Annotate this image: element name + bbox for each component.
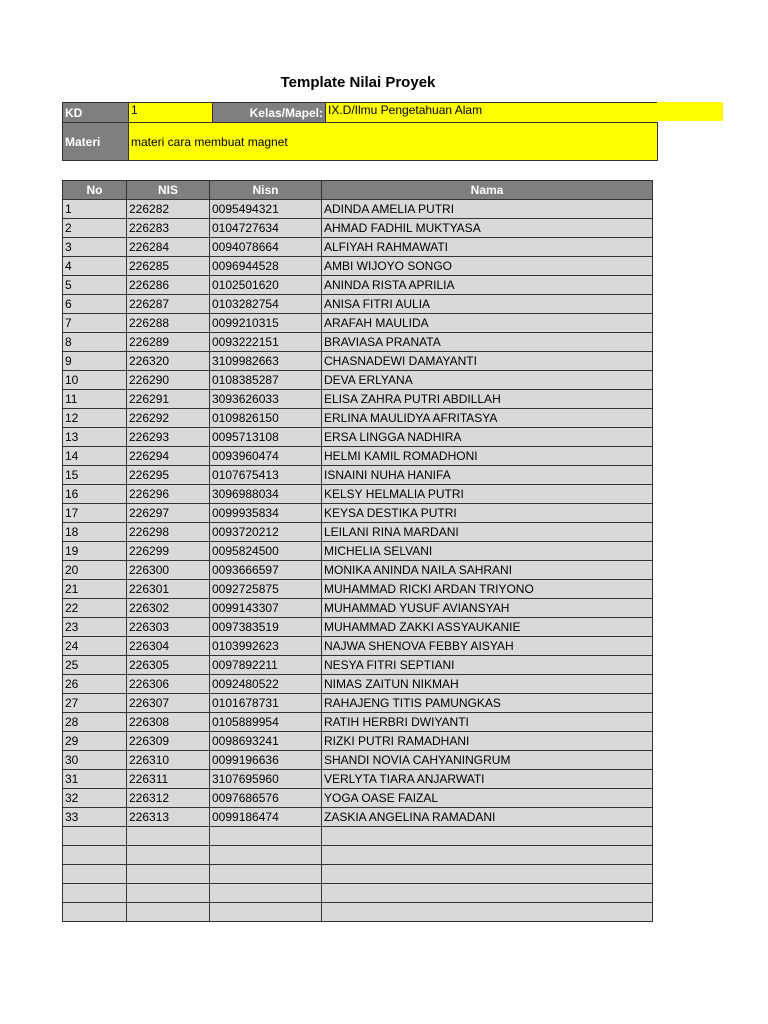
- cell-nisn[interactable]: 0093960474: [210, 447, 322, 466]
- table-row: [63, 428, 653, 447]
- cell-nama[interactable]: ALFIYAH RAHMAWATI: [322, 238, 653, 257]
- table-row: [63, 770, 653, 789]
- table-row: [63, 732, 653, 751]
- cell-no[interactable]: 28: [63, 713, 127, 732]
- cell-nis[interactable]: 226313: [127, 808, 210, 827]
- table-row: [63, 409, 653, 428]
- cell-nis[interactable]: 226290: [127, 371, 210, 390]
- cell-nis[interactable]: 226309: [127, 732, 210, 751]
- cell-nisn[interactable]: [210, 903, 322, 922]
- cell-nisn[interactable]: 3096988034: [210, 485, 322, 504]
- cell-nis[interactable]: 226282: [127, 200, 210, 219]
- table-row: [63, 333, 653, 352]
- cell-nama[interactable]: BRAVIASA PRANATA: [322, 333, 653, 352]
- cell-no[interactable]: 8: [63, 333, 127, 352]
- cell-nama[interactable]: ARAFAH MAULIDA: [322, 314, 653, 333]
- cell-no[interactable]: [63, 827, 127, 846]
- table-row: [63, 694, 653, 713]
- table-row: [63, 808, 653, 827]
- cell-nis[interactable]: 226299: [127, 542, 210, 561]
- cell-no[interactable]: 30: [63, 751, 127, 770]
- cell-no[interactable]: 12: [63, 409, 127, 428]
- cell-nama[interactable]: CHASNADEWI DAMAYANTI: [322, 352, 653, 371]
- table-row: [63, 200, 653, 219]
- cell-nis[interactable]: 226308: [127, 713, 210, 732]
- cell-nis[interactable]: 226293: [127, 428, 210, 447]
- kelas-label: Kelas/Mapel:: [213, 103, 326, 123]
- table-row: [63, 599, 653, 618]
- table-row: [63, 561, 653, 580]
- table-row: [63, 656, 653, 675]
- table-row: [63, 903, 653, 922]
- cell-no[interactable]: 9: [63, 352, 127, 371]
- cell-nisn[interactable]: 0095824500: [210, 542, 322, 561]
- table-row: [63, 846, 653, 865]
- cell-nisn[interactable]: 0095713108: [210, 428, 322, 447]
- cell-nis[interactable]: 226286: [127, 276, 210, 295]
- cell-nis[interactable]: 226302: [127, 599, 210, 618]
- cell-nama[interactable]: ZASKIA ANGELINA RAMADANI: [322, 808, 653, 827]
- cell-nisn[interactable]: 0098693241: [210, 732, 322, 751]
- cell-nama[interactable]: ERLINA MAULIDYA AFRITASYA: [322, 409, 653, 428]
- kelas-value[interactable]: IX.D/Ilmu Pengetahuan Alam: [326, 103, 658, 123]
- cell-no[interactable]: 2: [63, 219, 127, 238]
- cell-nama[interactable]: AMBI WIJOYO SONGO: [322, 257, 653, 276]
- cell-nama[interactable]: NESYA FITRI SEPTIANI: [322, 656, 653, 675]
- cell-nama[interactable]: ANISA FITRI AULIA: [322, 295, 653, 314]
- cell-no[interactable]: 5: [63, 276, 127, 295]
- cell-no[interactable]: 24: [63, 637, 127, 656]
- cell-nis[interactable]: 226310: [127, 751, 210, 770]
- cell-nama[interactable]: LEILANI RINA MARDANI: [322, 523, 653, 542]
- table-row: [63, 466, 653, 485]
- cell-no[interactable]: 33: [63, 808, 127, 827]
- cell-nama[interactable]: RIZKI PUTRI RAMADHANI: [322, 732, 653, 751]
- cell-nisn[interactable]: 0099196636: [210, 751, 322, 770]
- cell-no[interactable]: 7: [63, 314, 127, 333]
- table-row: [63, 352, 653, 371]
- cell-nisn[interactable]: 0092725875: [210, 580, 322, 599]
- col-header-no: No: [63, 181, 127, 200]
- cell-nis[interactable]: 226301: [127, 580, 210, 599]
- cell-nis[interactable]: [127, 827, 210, 846]
- cell-nama[interactable]: ANINDA RISTA APRILIA: [322, 276, 653, 295]
- cell-nisn[interactable]: 0097383519: [210, 618, 322, 637]
- cell-nisn[interactable]: 0097892211: [210, 656, 322, 675]
- cell-nisn[interactable]: 0092480522: [210, 675, 322, 694]
- cell-no[interactable]: [63, 903, 127, 922]
- cell-no[interactable]: 10: [63, 371, 127, 390]
- cell-nama[interactable]: RATIH HERBRI DWIYANTI: [322, 713, 653, 732]
- cell-no[interactable]: 21: [63, 580, 127, 599]
- cell-nisn[interactable]: 0096944528: [210, 257, 322, 276]
- cell-no[interactable]: 4: [63, 257, 127, 276]
- cell-nis[interactable]: 226288: [127, 314, 210, 333]
- table-header-row: [63, 181, 653, 200]
- cell-nisn[interactable]: 0102501620: [210, 276, 322, 295]
- cell-no[interactable]: 20: [63, 561, 127, 580]
- cell-nama[interactable]: MONIKA ANINDA NAILA SAHRANI: [322, 561, 653, 580]
- cell-nis[interactable]: 226300: [127, 561, 210, 580]
- table-row: [63, 884, 653, 903]
- cell-no[interactable]: 11: [63, 390, 127, 409]
- materi-value[interactable]: materi cara membuat magnet: [129, 123, 658, 161]
- cell-nama[interactable]: [322, 884, 653, 903]
- cell-nis[interactable]: 226284: [127, 238, 210, 257]
- student-table: [62, 180, 653, 922]
- cell-no[interactable]: 26: [63, 675, 127, 694]
- cell-nama[interactable]: [322, 846, 653, 865]
- cell-nama[interactable]: ISNAINI NUHA HANIFA: [322, 466, 653, 485]
- table-row: [63, 751, 653, 770]
- cell-no[interactable]: 16: [63, 485, 127, 504]
- cell-nis[interactable]: 226307: [127, 694, 210, 713]
- cell-nama[interactable]: SHANDI NOVIA CAHYANINGRUM: [322, 751, 653, 770]
- cell-nis[interactable]: 226285: [127, 257, 210, 276]
- cell-nisn[interactable]: 0093666597: [210, 561, 322, 580]
- cell-no[interactable]: 32: [63, 789, 127, 808]
- cell-nisn[interactable]: [210, 884, 322, 903]
- cell-no[interactable]: 13: [63, 428, 127, 447]
- cell-nis[interactable]: 226305: [127, 656, 210, 675]
- cell-nis[interactable]: 226306: [127, 675, 210, 694]
- cell-no[interactable]: 1: [63, 200, 127, 219]
- cell-no[interactable]: 22: [63, 599, 127, 618]
- page-title: Template Nilai Proyek: [280, 74, 436, 91]
- cell-nisn[interactable]: 0099210315: [210, 314, 322, 333]
- cell-no[interactable]: 15: [63, 466, 127, 485]
- materi-label: Materi: [63, 123, 129, 161]
- table-row: [63, 580, 653, 599]
- cell-nama[interactable]: [322, 903, 653, 922]
- table-row: [63, 618, 653, 637]
- cell-nama[interactable]: MUHAMMAD ZAKKI ASSYAUKANIE: [322, 618, 653, 637]
- cell-nama[interactable]: ADINDA AMELIA PUTRI: [322, 200, 653, 219]
- cell-nisn[interactable]: 0104727634: [210, 219, 322, 238]
- cell-nis[interactable]: 226287: [127, 295, 210, 314]
- table-row: [63, 371, 653, 390]
- cell-no[interactable]: 3: [63, 238, 127, 257]
- table-row: [63, 238, 653, 257]
- table-row: [63, 314, 653, 333]
- table-row: [63, 789, 653, 808]
- cell-nis[interactable]: 226294: [127, 447, 210, 466]
- table-row: [63, 257, 653, 276]
- table-row: [63, 390, 653, 409]
- cell-no[interactable]: 27: [63, 694, 127, 713]
- cell-nis[interactable]: 226304: [127, 637, 210, 656]
- cell-nama[interactable]: [322, 827, 653, 846]
- cell-no[interactable]: 31: [63, 770, 127, 789]
- cell-no[interactable]: [63, 865, 127, 884]
- table-row: [63, 276, 653, 295]
- cell-nisn[interactable]: 0103992623: [210, 637, 322, 656]
- cell-nama[interactable]: [322, 865, 653, 884]
- cell-nis[interactable]: 226311: [127, 770, 210, 789]
- cell-nisn[interactable]: 0099186474: [210, 808, 322, 827]
- kd-value[interactable]: 1: [129, 103, 213, 123]
- table-row: [63, 865, 653, 884]
- cell-no[interactable]: 19: [63, 542, 127, 561]
- cell-nisn[interactable]: 0107675413: [210, 466, 322, 485]
- cell-nis[interactable]: 226298: [127, 523, 210, 542]
- cell-nisn[interactable]: 0099935834: [210, 504, 322, 523]
- table-row: [63, 827, 653, 846]
- cell-no[interactable]: 18: [63, 523, 127, 542]
- cell-nis[interactable]: 226291: [127, 390, 210, 409]
- cell-no[interactable]: 6: [63, 295, 127, 314]
- cell-nisn[interactable]: 3107695960: [210, 770, 322, 789]
- cell-nisn[interactable]: 0099143307: [210, 599, 322, 618]
- table-row: [63, 675, 653, 694]
- cell-nisn[interactable]: 0095494321: [210, 200, 322, 219]
- cell-nisn[interactable]: 0101678731: [210, 694, 322, 713]
- cell-nama[interactable]: MUHAMMAD RICKI ARDAN TRIYONO: [322, 580, 653, 599]
- info-table: [62, 102, 658, 161]
- cell-nis[interactable]: 226296: [127, 485, 210, 504]
- kd-label: KD: [63, 103, 129, 123]
- table-row: [63, 523, 653, 542]
- cell-nisn[interactable]: 3109982663: [210, 352, 322, 371]
- cell-no[interactable]: 29: [63, 732, 127, 751]
- cell-nama[interactable]: RAHAJENG TITIS PAMUNGKAS: [322, 694, 653, 713]
- cell-nisn[interactable]: 0103282754: [210, 295, 322, 314]
- cell-nis[interactable]: 226320: [127, 352, 210, 371]
- cell-no[interactable]: [63, 846, 127, 865]
- table-row: [63, 713, 653, 732]
- cell-nisn[interactable]: 0109826150: [210, 409, 322, 428]
- cell-nis[interactable]: 226289: [127, 333, 210, 352]
- cell-no[interactable]: 14: [63, 447, 127, 466]
- cell-nisn[interactable]: 0094078664: [210, 238, 322, 257]
- table-row: [63, 504, 653, 523]
- cell-nis[interactable]: [127, 846, 210, 865]
- cell-nis[interactable]: [127, 884, 210, 903]
- col-header-nisn: Nisn: [210, 181, 322, 200]
- cell-nisn[interactable]: 0093720212: [210, 523, 322, 542]
- cell-nama[interactable]: KELSY HELMALIA PUTRI: [322, 485, 653, 504]
- cell-nisn[interactable]: 3093626033: [210, 390, 322, 409]
- col-header-nis: NIS: [127, 181, 210, 200]
- cell-nis[interactable]: 226292: [127, 409, 210, 428]
- cell-nama[interactable]: MUHAMMAD YUSUF AVIANSYAH: [322, 599, 653, 618]
- cell-nisn[interactable]: 0093222151: [210, 333, 322, 352]
- cell-nama[interactable]: DEVA ERLYANA: [322, 371, 653, 390]
- table-row: [63, 542, 653, 561]
- cell-nisn[interactable]: [210, 827, 322, 846]
- cell-nis[interactable]: [127, 865, 210, 884]
- cell-nisn[interactable]: 0105889954: [210, 713, 322, 732]
- cell-nisn[interactable]: 0097686576: [210, 789, 322, 808]
- cell-nama[interactable]: NIMAS ZAITUN NIKMAH: [322, 675, 653, 694]
- table-row: [63, 637, 653, 656]
- cell-nama[interactable]: ERSA LINGGA NADHIRA: [322, 428, 653, 447]
- cell-nis[interactable]: 226303: [127, 618, 210, 637]
- table-row: [63, 295, 653, 314]
- cell-nis[interactable]: [127, 903, 210, 922]
- cell-no[interactable]: 17: [63, 504, 127, 523]
- cell-nama[interactable]: NAJWA SHENOVA FEBBY AISYAH: [322, 637, 653, 656]
- highlight-extension: [654, 102, 723, 121]
- cell-nisn[interactable]: [210, 865, 322, 884]
- cell-no[interactable]: 25: [63, 656, 127, 675]
- cell-nis[interactable]: 226283: [127, 219, 210, 238]
- cell-nama[interactable]: KEYSA DESTIKA PUTRI: [322, 504, 653, 523]
- cell-nama[interactable]: AHMAD FADHIL MUKTYASA: [322, 219, 653, 238]
- cell-nisn[interactable]: [210, 846, 322, 865]
- table-row: [63, 447, 653, 466]
- cell-no[interactable]: [63, 884, 127, 903]
- table-row: [63, 485, 653, 504]
- cell-nama[interactable]: MICHELIA SELVANI: [322, 542, 653, 561]
- cell-nis[interactable]: 226297: [127, 504, 210, 523]
- col-header-nama: Nama: [322, 181, 653, 200]
- cell-nama[interactable]: YOGA OASE FAIZAL: [322, 789, 653, 808]
- cell-no[interactable]: 23: [63, 618, 127, 637]
- cell-nisn[interactable]: 0108385287: [210, 371, 322, 390]
- table-row: [63, 219, 653, 238]
- cell-nama[interactable]: HELMI KAMIL ROMADHONI: [322, 447, 653, 466]
- cell-nis[interactable]: 226295: [127, 466, 210, 485]
- cell-nama[interactable]: ELISA ZAHRA PUTRI ABDILLAH: [322, 390, 653, 409]
- cell-nama[interactable]: VERLYTA TIARA ANJARWATI: [322, 770, 653, 789]
- cell-nis[interactable]: 226312: [127, 789, 210, 808]
